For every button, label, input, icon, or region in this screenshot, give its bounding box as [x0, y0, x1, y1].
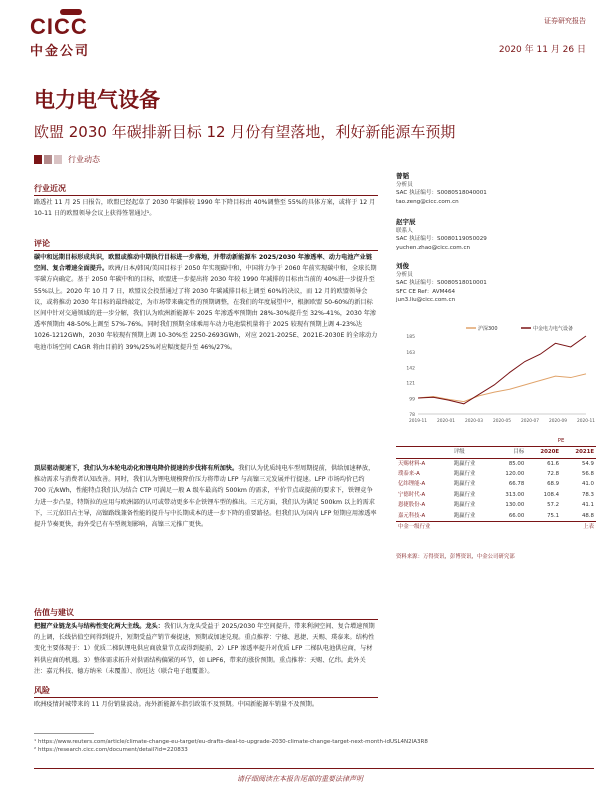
analyst-sac: SAC 执证编号：S0080518040001	[396, 190, 487, 197]
section-title-comment: 评论	[34, 239, 50, 248]
table-cell: 跑赢行业	[453, 502, 476, 509]
analyst-name: 刘俊	[396, 262, 409, 270]
table-cell: 宁德时代-A	[398, 491, 426, 498]
table-cell: 66.78	[508, 481, 525, 488]
table-cell: 72.8	[547, 471, 560, 478]
table-cell: 跑赢行业	[453, 491, 476, 498]
table-cell: 跑赢行业	[453, 460, 476, 467]
table-cell: 嘉元科技-A	[398, 512, 426, 519]
legend-label: 中金电力电气设备	[533, 326, 574, 332]
table-cell: 恩捷股份-A	[398, 502, 426, 509]
table-subheader	[396, 447, 452, 458]
analyst-block-1	[396, 172, 596, 206]
table-cell: 78.3	[581, 491, 594, 498]
table-cell: 亿纬锂能-A	[398, 481, 426, 488]
comment-paragraph-1	[34, 252, 378, 353]
table-cell: 75.1	[547, 512, 560, 519]
section-divider	[34, 697, 378, 698]
table-cell: 85.00	[508, 460, 525, 467]
section-divider	[34, 195, 378, 196]
performance-line-chart	[396, 322, 596, 430]
x-tick-label: 2020-03	[465, 419, 483, 424]
table-subheader: 2021E	[575, 449, 594, 456]
table-cell: 48.8	[581, 512, 594, 519]
table-header	[491, 436, 526, 447]
analyst-role: 分析员	[396, 181, 413, 188]
x-tick-label: 2019-11	[409, 419, 427, 424]
analyst-sac: SAC 执证编号：S0080119050029	[396, 236, 487, 243]
analyst-sac: SAC 执证编号：S0080518010001	[396, 280, 487, 287]
table-cell: 54.9	[581, 460, 594, 467]
y-tick-label: 163	[406, 351, 415, 357]
table-row	[396, 480, 596, 490]
table-cell	[491, 522, 526, 533]
table-cell: 61.6	[547, 460, 560, 467]
table-cell: 上表	[583, 524, 594, 531]
table-cell: 56.8	[581, 471, 594, 478]
tag-square-2	[44, 155, 52, 164]
source-note: 资料来源：万得资讯，彭博资讯，中金公司研究部	[396, 554, 515, 560]
stock-table-wrapper	[396, 436, 596, 533]
table-cell: 57.2	[547, 502, 560, 509]
stock-table	[396, 436, 596, 533]
table-cell: 璞泰来-A	[398, 471, 420, 478]
section-title-overview: 行业近况	[34, 184, 66, 193]
section-title-valuation: 估值与建议	[34, 608, 74, 617]
tag-square-1	[34, 155, 42, 164]
footnote-divider	[34, 733, 94, 734]
page-title: 电力电气设备	[34, 88, 160, 112]
analyst-block-2	[396, 218, 596, 252]
overview-text: 路透社 11 月 25 日报告，欧盟已经起草了 2030 年碳排较 1990 年下降目标由 40%调整至 55%的具体方案，或将于 12 月 10-11 日的欧盟领导会议上获得签署通过¹。	[34, 199, 376, 218]
table-cell	[526, 522, 561, 533]
x-tick-label: 2020-01	[437, 419, 455, 424]
y-tick-label: 142	[406, 366, 415, 372]
analyst-role: 分析员	[396, 271, 413, 278]
table-cell	[452, 522, 491, 533]
analyst-email: yuchen.zhao@cicc.com.cn	[396, 244, 471, 251]
tag-label: 行业动态	[68, 155, 100, 164]
table-cell: 130.00	[505, 502, 525, 509]
comment-paragraph-1-body: 欧洲/日本/韩国/美国目标于 2050 年实现碳中和，中国将力争于 2060 年前实现碳中和，全球长期零碳方向确定。基于 2050 年碳中和的目标，欧盟进一步提出将 2030 年较 1990 年减排的目标由当前的 40%进一步提升至 55%以上。2020 年 10 月 7 日，欧盟议会投票通过了将 2030 年碳减排目标上调至 60%的决议，而 12 月的欧盟领导会议，或将推动 2030 年目标的最终敲定，为市场带来确定性的预期调整，在我们的年度展望中²，根据欧盟 50-60%的新目标区间中针对交通领域的进一步分解，我们认为欧洲新能源车 2025 年渗透率预期由 28%-30%提升至 32%-41%，2030 年渗透率预期由 48-50%上调至 57%-76%。同时我们预期全球乘用车动力电池装机量将于 2025 较现有预期上调 4-23%达 1026-1212GWh，2030 年较现有预期上调 10-30%至 2250-2693GWh，对应 2021-2025E、2021E-2030E 的全球动力电池市场空间 CAGR 将由目前的 39%/25%对应幅度提升至 46%/27%。	[34, 265, 378, 351]
tag-square-3	[54, 155, 62, 164]
table-header	[396, 436, 452, 447]
analyst-email: tao.zeng@cicc.com.cn	[396, 198, 459, 205]
footnote-2: ² https://research.cicc.com/document/detail?id=220833	[34, 747, 188, 753]
legend-label: 沪深300	[478, 326, 498, 332]
analyst-name: 赵宇辰	[396, 218, 416, 226]
table-subheader: 2020E	[540, 449, 560, 456]
table-cell: 中金一级行业	[398, 524, 431, 531]
analyst-block-3	[396, 262, 596, 305]
table-subheader: 评级	[453, 449, 465, 456]
table-row-industry	[396, 522, 596, 533]
valuation-lead: 把握产业链龙头与结构性变化两大主线。龙头：	[34, 623, 164, 630]
valuation-text	[34, 621, 378, 677]
table-cell: 41.0	[581, 481, 594, 488]
report-date: 2020 年 11 月 26 日	[498, 45, 586, 55]
table-subheader: 目标	[513, 449, 525, 456]
comment-paragraph-1-lead: 碳中和远期目标形成共识，欧盟或推动中期执行目标进一步落地，并带动新能源车 2025/2030 年渗透率、动力电池产业链空间、复合增速全面提升。	[34, 254, 373, 273]
table-row	[396, 500, 596, 510]
risk-text: 欧洲疫情封城带来的 11 月份销量波动。海外新能源车指引政策不及预期。中国新能源车销量不及预期。	[34, 701, 319, 708]
footer-legal: 请仔细阅读在本报告尾部的重要法律声明	[237, 775, 363, 783]
table-cell: 跑赢行业	[453, 481, 476, 488]
section-title-risk: 风险	[34, 686, 50, 695]
table-cell: 跑赢行业	[453, 471, 476, 478]
table-cell: 68.9	[547, 481, 560, 488]
analyst-name: 曾韬	[396, 172, 409, 180]
comment-paragraph-2-lead: 顶层驱动提速下，我们认为本轮电动化和锂电降价提速的步伐将有所加快。	[34, 465, 239, 472]
table-cell: 313.00	[505, 491, 525, 498]
table-header-pe: PE	[557, 437, 565, 444]
cicc-logo-text: CICC	[30, 14, 88, 39]
page-subtitle: 欧盟 2030 年碳排新目标 12 月份有望落地，利好新能源车预期	[34, 123, 456, 141]
table-cell: 120.00	[505, 471, 525, 478]
footer-divider	[34, 768, 594, 769]
x-tick-label: 2020-07	[521, 419, 539, 424]
table-cell: 天赐材料-A	[398, 460, 426, 467]
table-row	[396, 511, 596, 522]
table-cell: 跑赢行业	[453, 512, 476, 519]
analyst-email: jun3.liu@cicc.com.cn	[396, 297, 456, 304]
cicc-logo-cn: 中金公司	[30, 44, 91, 59]
analyst-sfc: SFC CE Ref：AVM464	[396, 288, 456, 295]
comment-paragraph-2	[34, 463, 378, 530]
x-tick-label: 2020-11	[577, 419, 595, 424]
section-divider	[34, 250, 378, 251]
y-tick-label: 121	[406, 381, 415, 387]
table-row	[396, 458, 596, 469]
x-tick-label: 2020-05	[493, 419, 511, 424]
report-type: 证券研究报告	[544, 17, 586, 25]
x-tick-label: 2020-09	[549, 419, 567, 424]
series-line-1	[418, 336, 586, 404]
analyst-role: 联系人	[396, 227, 413, 234]
footnote-1: ¹ https://www.reuters.com/article/climate-change-eu-target/eu-drafts-deal-to-upgrade-2030-climate-change-target-next-month-idUSL4N2IA3R8	[34, 739, 428, 745]
y-tick-label: 99	[409, 397, 415, 403]
table-cell: 41.1	[581, 502, 594, 509]
footnotes	[34, 738, 428, 754]
valuation-body: 我们认为龙头受益于 2025/2030 年空间提升，带来利润空间、复合增速预期的上调，长线估值空间得到提升，短期受益产销节奏提速，预期或加速兑现。重点推荐：宁德、恩捷、天赐、璞泰来。结构性变化主要体现于：1）优质二梯队锂电供应商放量节点或得到提前，2）LFP 渗透率提升对优质 LFP 二梯队电池供应商，与材料供应商的机遇。3）整体需求拓升对供需结构偏紧的环节，如 LiPF6，带来的涨价预期。重点推荐：天赐、亿纬。此外关注：嘉元科技、德方纳米（未覆盖）、欣旺达（联合电子组覆盖）。	[34, 623, 375, 675]
table-row	[396, 490, 596, 500]
table-cell: 108.4	[543, 491, 560, 498]
y-tick-label: 78	[409, 413, 415, 418]
comment-paragraph-2-body: 我们认为优质纯电车型周期提前，供给加速释放，推动需求与消费者认知改善。同时，我们认为锂电规模降价压力将带动 LFP 与高镍三元发展并行提速。LFP 市场均价已约 700 元/kWh，性能特点我们认为结合 CTP 可满足一般 A 级车最高约 500km 的需求，平价节点或提前的要求下，铁锂竞争力进一步凸显，特斯拉的应用与欧洲部的认可或带动更多车企铁锂车型的推出。三元方面，我们认为满足 500km 以上的需求下，三元依旧占主导，高镍路线兼备性能的提升与中长期成本的进一步下降的重要路径。但我们认为国内 LFP 短期应用渗透率提升节奏更快，海外受已有车型规划影响，高镍三元推广更快。	[34, 465, 377, 529]
table-row	[396, 469, 596, 479]
y-tick-label: 185	[406, 335, 415, 340]
table-cell: 66.00	[508, 512, 525, 519]
section-divider	[34, 619, 378, 620]
table-header	[452, 436, 491, 447]
